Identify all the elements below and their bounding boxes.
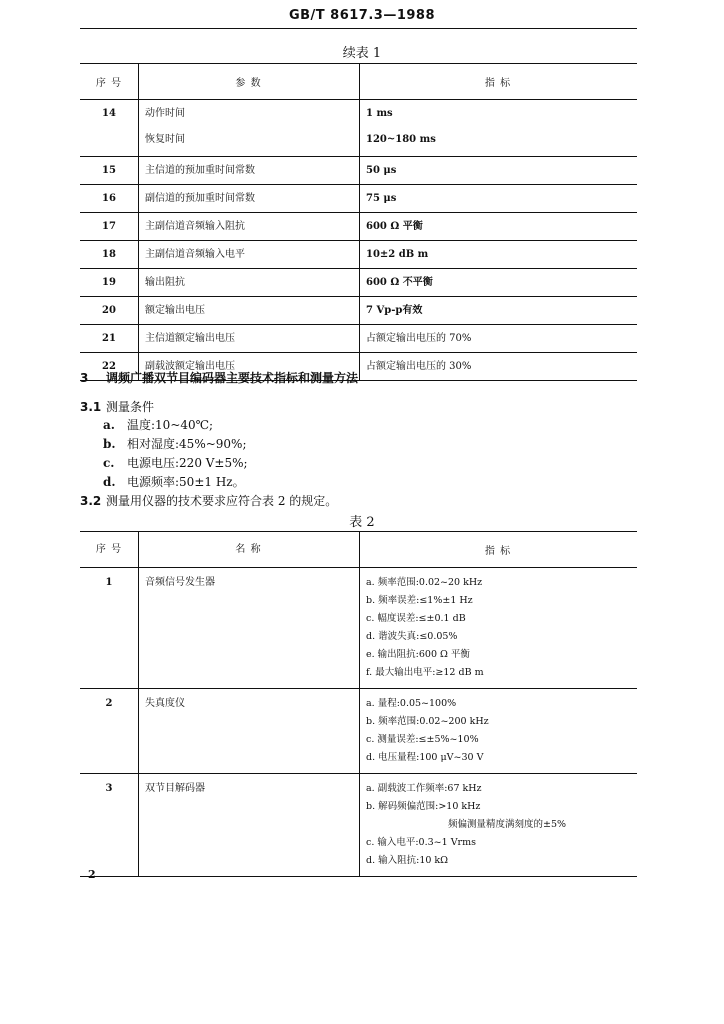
row-param: 副信道的预加重时间常数: [139, 185, 360, 213]
row-spec: 占额定输出电压的 70%: [360, 325, 638, 353]
spec-line: e. 输出阻抗:600 Ω 平衡: [366, 649, 470, 660]
col-header-param: 参 数: [139, 64, 360, 100]
row-param: 额定输出电压: [139, 297, 360, 325]
spec-line: d. 电压量程:100 μV~30 V: [366, 752, 484, 763]
spec-line: f. 最大输出电平:≥12 dB m: [366, 667, 484, 678]
spec-line: c. 幅度误差:≤±0.1 dB: [366, 613, 466, 624]
row-spec: 600 Ω 平衡: [360, 213, 638, 241]
row-spec: 600 Ω 不平衡: [360, 269, 638, 297]
row-param: 主副信道音频输入阻抗: [139, 213, 360, 241]
header-rule: [80, 28, 637, 29]
row-no: 3: [80, 774, 139, 877]
section-3-1-heading: [80, 398, 154, 415]
row-name: 双节目解码器: [139, 774, 360, 877]
spec-line: b. 频率范围:0.02~200 kHz: [366, 716, 489, 727]
section-title: 调频广播双节目编码器主要技术指标和测量方法: [106, 371, 359, 385]
param-line: 动作时间: [145, 108, 185, 119]
section-number: 3.1: [80, 400, 102, 414]
section-title: 测量条件: [106, 400, 155, 414]
spec-line: 120~180 ms: [366, 134, 436, 145]
list-item: c. 电源电压:220 V±5%;: [103, 456, 248, 470]
table-row: [80, 568, 637, 689]
row-spec: 10±2 dB m: [360, 241, 638, 269]
standard-header: GB/T 8617.3—1988: [288, 8, 436, 23]
col-header-no: 序 号: [80, 64, 139, 100]
section-number: 3: [80, 371, 89, 385]
row-no: 2: [80, 689, 139, 774]
row-spec: 75 μs: [360, 185, 638, 213]
col-header-no: 序 号: [80, 532, 139, 568]
spec-line: b. 解码频偏范围:>10 kHz: [366, 801, 481, 812]
page-number: 2: [88, 868, 96, 881]
row-no: 1: [80, 568, 139, 689]
table-row: [80, 689, 637, 774]
row-no: 20: [80, 297, 139, 325]
section-number: 3.2: [80, 494, 102, 508]
spec-line: 1 ms: [366, 108, 393, 119]
spec-line: d. 输入阻抗:10 kΩ: [366, 855, 449, 866]
row-specs: [360, 774, 638, 877]
spec-line: a. 频率范围:0.02~20 kHz: [366, 577, 483, 588]
table1-caption: 续表 1: [342, 46, 382, 61]
col-header-spec: 指 标: [360, 64, 638, 100]
row-no: 19: [80, 269, 139, 297]
param-line: 恢复时间: [145, 134, 185, 145]
spec-line: d. 谐波失真:≤0.05%: [366, 631, 458, 642]
table-row: [80, 213, 637, 241]
row-name: 失真度仪: [139, 689, 360, 774]
list-item: a. 温度:10~40℃;: [103, 418, 214, 432]
table-row: [80, 241, 637, 269]
spec-line: 频偏测量精度满刻度的±5%: [448, 819, 567, 830]
col-header-name: 名 称: [139, 532, 360, 568]
row-no: 15: [80, 157, 139, 185]
row-no: 14: [80, 100, 139, 157]
parameter-table: [80, 63, 637, 381]
table-row: [80, 269, 637, 297]
row-name: 音频信号发生器: [139, 568, 360, 689]
row-no: 17: [80, 213, 139, 241]
spec-line: a. 量程:0.05~100%: [366, 698, 457, 709]
table-row: [80, 100, 637, 157]
section-3-2-text: [80, 492, 337, 509]
section-3-heading: [80, 369, 358, 386]
table-row: [80, 157, 637, 185]
table-row: [80, 325, 637, 353]
list-item: d. 电源频率:50±1 Hz。: [103, 475, 245, 489]
row-spec: 占额定输出电压的 30%: [360, 353, 638, 381]
table-row: [80, 297, 637, 325]
row-param: 副载波额定输出电压: [139, 353, 360, 381]
table-row: [80, 185, 637, 213]
spec-line: c. 输入电平:0.3~1 Vrms: [366, 837, 476, 848]
table-row: [80, 774, 637, 877]
row-specs: [360, 568, 638, 689]
table2-caption: 表 2: [349, 515, 375, 530]
row-no: 22: [80, 353, 139, 381]
row-spec: 7 Vp-p有效: [360, 297, 638, 325]
spec-line: a. 副载波工作频率:67 kHz: [366, 783, 482, 794]
row-spec: [360, 100, 638, 157]
row-spec: 50 μs: [360, 157, 638, 185]
list-item: b. 相对湿度:45%~90%;: [103, 437, 247, 451]
instrument-table: [80, 531, 637, 877]
section-text: 测量用仪器的技术要求应符合表 2 的规定。: [106, 494, 338, 508]
spec-line: b. 频率误差:≤1%±1 Hz: [366, 595, 473, 606]
row-no: 16: [80, 185, 139, 213]
row-param: [139, 100, 360, 157]
row-no: 18: [80, 241, 139, 269]
row-no: 21: [80, 325, 139, 353]
spec-line: c. 测量误差:≤±5%~10%: [366, 734, 479, 745]
row-param: 输出阻抗: [139, 269, 360, 297]
row-param: 主信道额定输出电压: [139, 325, 360, 353]
row-specs: [360, 689, 638, 774]
row-param: 主副信道音频输入电平: [139, 241, 360, 269]
row-param: 主信道的预加重时间常数: [139, 157, 360, 185]
col-header-spec: 指 标: [360, 532, 638, 568]
